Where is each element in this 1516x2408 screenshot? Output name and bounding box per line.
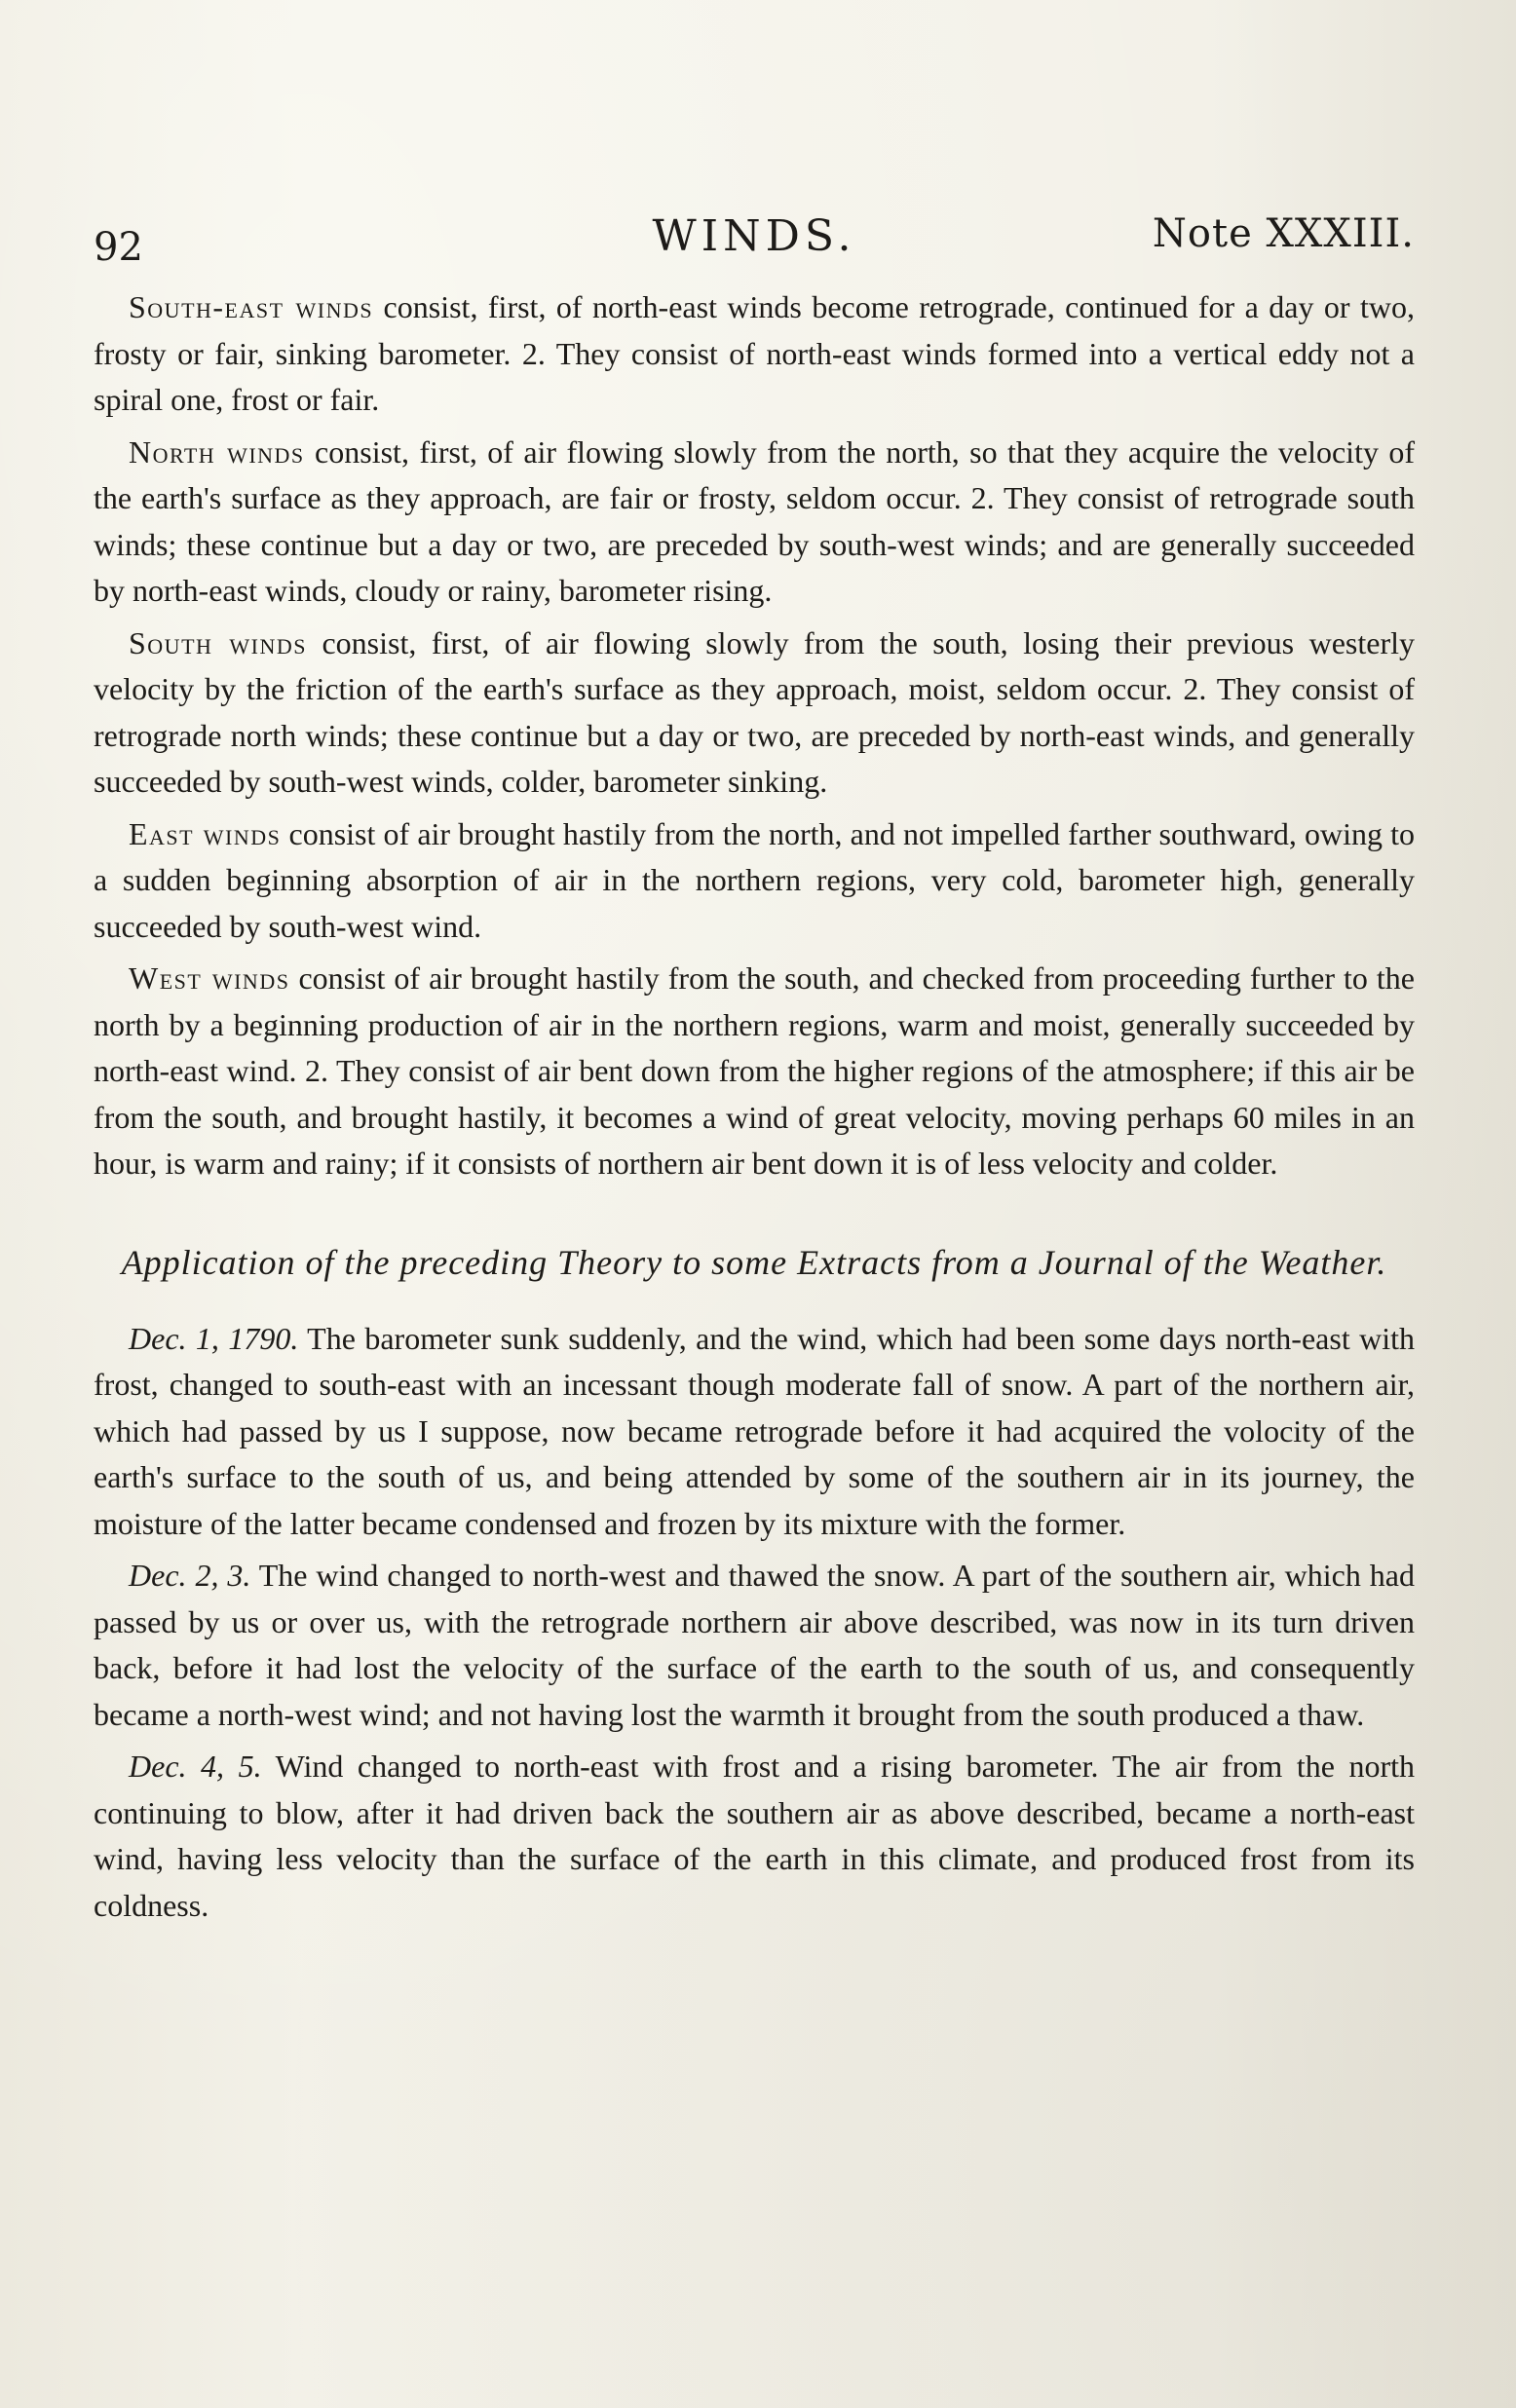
journal-entry-dec-2-3 (94, 1553, 1415, 1738)
entry-date: Dec. 2, 3. (129, 1558, 251, 1593)
paragraph-south-winds (94, 621, 1415, 806)
paragraph-text: consist, first, of air flowing slowly from the south, losing their previous westerly velocity by the friction of the earth's surface as they approach, moist, seldom occur. 2. They consist of retrograde north winds; these continue but a day or two, are preceded by north-east winds, and generally succeeded by south-west winds, colder, barometer sinking. (94, 624, 1416, 799)
paragraph-lead: South-east winds (129, 289, 374, 324)
paragraph-lead: West winds (129, 960, 290, 996)
paragraph-north-winds (94, 430, 1415, 615)
paragraph-text: consist, first, of air flowing slowly from the north, so that they acquire the velocity of the earth's surface as they approach, are fair or frosty, seldom occur. 2. They consist of retrograde south winds; these continue but a day or two, are preceded by south-west winds; and are generally succeeded by north-east winds, cloudy or rainy, barometer rising. (94, 433, 1416, 608)
note-label: Note XXXIII. (1152, 211, 1415, 256)
paragraph-lead: North winds (129, 433, 305, 470)
paragraph-text: consist, first, of north-east winds become retrograde, continued for a day or two, frosty or fair, sinking barometer. 2. They consist of north-east winds formed into a vertical eddy not a spiral one, frost or fair. (94, 289, 1416, 417)
section-heading: Application of the preceding Theory to some Extracts from a Journal of the Weather. (121, 1242, 1387, 1282)
page-number: 92 (94, 225, 143, 270)
running-title: WINDS. (652, 211, 856, 261)
entry-text: Wind changed to north-east with frost and a rising barometer. The air from the north continuing to blow, after it had driven back the southern air as above described, became a north-east wind, having less velocity than the surface of the earth in this climate, and produced frost from its coldness. (94, 1749, 1416, 1923)
paragraph-text: consist of air brought hastily from the south, and checked from proceeding further to the north by a beginning production of air in the northern regions, warm and moist, generally succeeded by north-east wind. 2. They consist of air bent down from the higher regions of the atmosphere; if this air be from the south, and brought hastily, it becomes a wind of great velocity, moving perhaps 60 miles in an hour, is warm and rainy; if it consists of northern air bent down it is of less velocity and colder. (94, 960, 1416, 1181)
journal-entry-dec-4-5 (94, 1744, 1415, 1929)
paragraph-south-east-winds (94, 284, 1415, 424)
page-header (94, 200, 1415, 268)
paragraph-lead: South winds (129, 624, 307, 660)
entry-text: The barometer sunk suddenly, and the wind, which had been some days north-east with frost, changed to south-east with an incessant though moderate fall of snow. A part of the northern air, which had passed by us I suppose, now became retrograde before it had acquired the volocity of the earth's surface to the south of us, and being attended by some of the southern air in its journey, the moisture of the latter became condensed and frozen by its mixture with the former. (94, 1320, 1416, 1541)
entry-date: Dec. 4, 5. (129, 1749, 262, 1784)
paragraph-text: consist of air brought hastily from the north, and not impelled farther southward, owing to a sudden beginning absorption of air in the northern regions, very cold, barometer high, generally succeeded by south-west wind. (94, 815, 1416, 944)
journal-entry-dec-1 (94, 1316, 1415, 1548)
paragraph-lead: East winds (129, 815, 282, 851)
body-text (94, 284, 1415, 1935)
entry-date: Dec. 1, 1790. (129, 1320, 299, 1356)
paragraph-west-winds (94, 956, 1415, 1187)
paragraph-east-winds (94, 811, 1415, 951)
entry-text: The wind changed to north-west and thawed the snow. A part of the southern air, which had passed by us or over us, with the retrograde northern air above described, was now in its turn driven back, before it had lost the velocity of the surface of the earth to the south of us, and consequently became a north-west wind; and not having lost the warmth it brought from the south produced a thaw. (94, 1558, 1416, 1732)
